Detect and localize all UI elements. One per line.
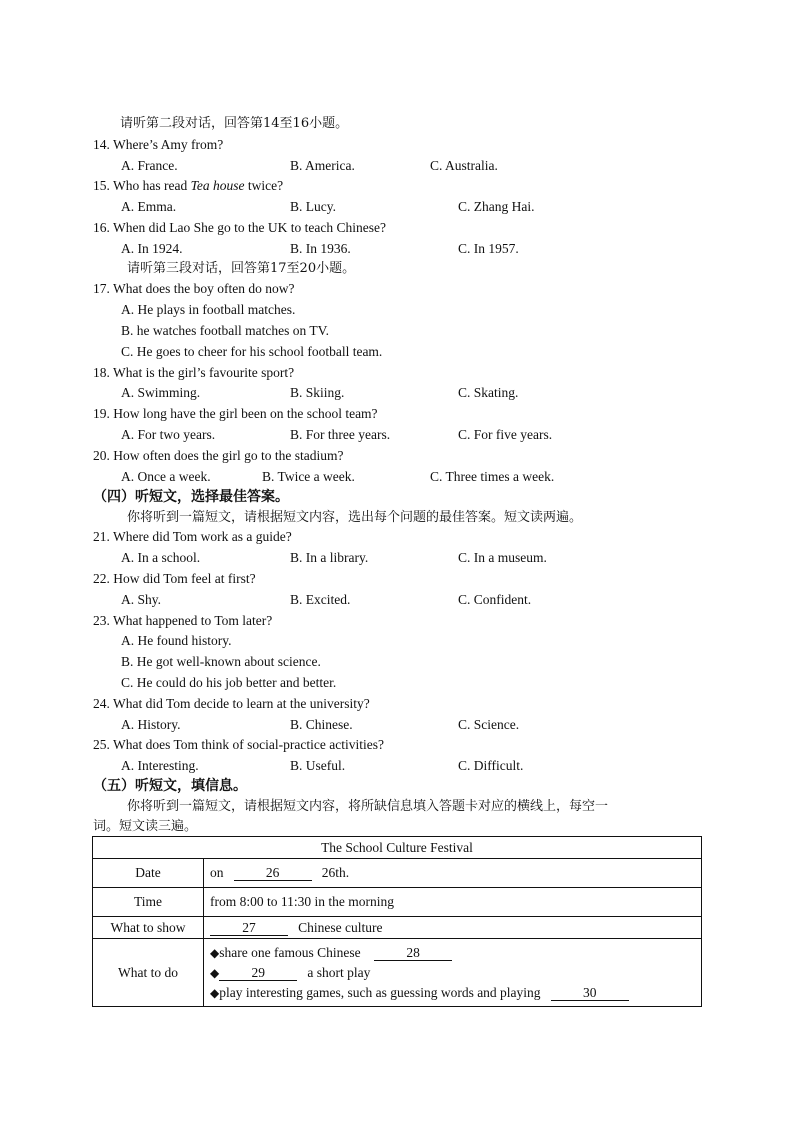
- q24-stem: 24. What did Tom decide to learn at the university?: [93, 696, 370, 711]
- q14-option-b: B. America.: [290, 158, 355, 173]
- q18-option-b: B. Skiing.: [290, 385, 345, 400]
- q19-option-b: B. For three years.: [290, 427, 391, 442]
- q20-stem: 20. How often does the girl go to the stadium?: [93, 448, 344, 463]
- do-item-1: [210, 943, 695, 963]
- table-row-show: [93, 917, 702, 939]
- q15-book-title: Tea house: [190, 178, 245, 193]
- time-label: Time: [93, 888, 204, 917]
- q23-option-a: A. He found history.: [121, 633, 232, 648]
- do-item-3-text: play interesting games, such as guessing words and playing: [219, 984, 541, 1000]
- section4-heading: （四）听短文，选择最佳答案。: [93, 489, 289, 505]
- table-title-row: [93, 837, 702, 859]
- q15-option-b: B. Lucy.: [290, 199, 336, 214]
- q14-option-a: A. France.: [121, 158, 178, 173]
- blank-27: 27: [210, 921, 288, 936]
- do-item-1-text: share one famous Chinese: [219, 944, 361, 960]
- q23-stem: 23. What happened to Tom later?: [93, 613, 273, 628]
- blank-26: 26: [234, 866, 312, 881]
- q21-option-a: A. In a school.: [121, 550, 201, 565]
- q21-option-b: B. In a library.: [290, 550, 369, 565]
- blank-28: 28: [374, 946, 452, 961]
- dialogue3-instruction: 请听第三段对话，回答第17至20小题。: [127, 261, 356, 276]
- q24-option-c: C. Science.: [458, 717, 520, 732]
- diamond-bullet-icon: ◆: [210, 985, 220, 1000]
- q18-stem: 18. What is the girl’s favourite sport?: [93, 365, 295, 380]
- q19-option-a: A. For two years.: [121, 427, 216, 442]
- do-item-2-text: a short play: [307, 964, 371, 980]
- do-cell: [204, 939, 702, 1007]
- table-row-time: [93, 888, 702, 917]
- table-row-do: [93, 939, 702, 1007]
- q16-option-c: C. In 1957.: [458, 241, 519, 256]
- q14-option-c: C. Australia.: [430, 158, 498, 173]
- q15-option-c: C. Zhang Hai.: [458, 199, 535, 214]
- q20-option-a: A. Once a week.: [121, 469, 211, 484]
- dialogue2-instruction: 请听第二段对话，回答第14至16小题。: [120, 116, 349, 131]
- q25-stem: 25. What does Tom think of social-practice activities?: [93, 737, 384, 752]
- q15-stem-end: twice?: [244, 178, 284, 193]
- section5-heading: （五）听短文，填信息。: [93, 778, 247, 794]
- date-suffix: 26th.: [321, 865, 350, 880]
- q22-option-a: A. Shy.: [121, 592, 162, 607]
- q22-option-b: B. Excited.: [290, 592, 351, 607]
- q14-stem: 14. Where’s Amy from?: [93, 137, 224, 152]
- q15-stem: [93, 177, 283, 195]
- q17-option-c: C. He goes to cheer for his school football team.: [121, 344, 383, 359]
- q23-option-c: C. He could do his job better and better.: [121, 675, 337, 690]
- show-label: What to show: [93, 917, 204, 939]
- table-row-date: [93, 859, 702, 888]
- q25-option-a: A. Interesting.: [121, 758, 199, 773]
- table-title: The School Culture Festival: [93, 837, 702, 859]
- q16-stem: 16. When did Lao She go to the UK to teach Chinese?: [93, 220, 386, 235]
- q24-option-a: A. History.: [121, 717, 181, 732]
- time-value: from 8:00 to 11:30 in the morning: [204, 888, 702, 917]
- q18-option-a: A. Swimming.: [121, 385, 201, 400]
- q16-option-b: B. In 1936.: [290, 241, 351, 256]
- q17-option-b: B. he watches football matches on TV.: [121, 323, 329, 338]
- q22-option-c: C. Confident.: [458, 592, 532, 607]
- q15-option-a: A. Emma.: [121, 199, 177, 214]
- q18-option-c: C. Skating.: [458, 385, 519, 400]
- q21-stem: 21. Where did Tom work as a guide?: [93, 529, 292, 544]
- q21-option-c: C. In a museum.: [458, 550, 547, 565]
- q20-option-b: B. Twice a week.: [262, 469, 355, 484]
- do-item-2: [210, 963, 695, 983]
- date-cell: [204, 859, 702, 888]
- date-prefix: on: [210, 865, 224, 880]
- q24-option-b: B. Chinese.: [290, 717, 353, 732]
- do-item-3: [210, 983, 695, 1003]
- diamond-bullet-icon: ◆: [210, 945, 220, 960]
- diamond-bullet-icon: ◆: [210, 965, 220, 980]
- q19-option-c: C. For five years.: [458, 427, 553, 442]
- show-suffix: Chinese culture: [298, 919, 383, 935]
- q19-stem: 19. How long have the girl been on the school team?: [93, 406, 378, 421]
- do-label: What to do: [93, 939, 204, 1007]
- section5-instruction-line2: 词。短文读三遍。: [93, 819, 198, 834]
- festival-info-table: [92, 836, 702, 1007]
- section4-instruction: 你将听到一篇短文，请根据短文内容，选出每个问题的最佳答案。短文读两遍。: [127, 510, 583, 525]
- q17-option-a: A. He plays in football matches.: [121, 302, 296, 317]
- q16-option-a: A. In 1924.: [121, 241, 183, 256]
- q15-stem-start: 15. Who has read: [93, 178, 191, 193]
- blank-29: 29: [219, 966, 297, 981]
- q20-option-c: C. Three times a week.: [430, 469, 555, 484]
- q25-option-b: B. Useful.: [290, 758, 346, 773]
- section5-instruction-line1: 你将听到一篇短文，请根据短文内容，将所缺信息填入答题卡对应的横线上，每空一: [127, 799, 609, 814]
- show-cell: [204, 917, 702, 939]
- q23-option-b: B. He got well-known about science.: [121, 654, 321, 669]
- date-label: Date: [93, 859, 204, 888]
- q17-stem: 17. What does the boy often do now?: [93, 281, 295, 296]
- q25-option-c: C. Difficult.: [458, 758, 524, 773]
- q22-stem: 22. How did Tom feel at first?: [93, 571, 256, 586]
- blank-30: 30: [551, 986, 629, 1001]
